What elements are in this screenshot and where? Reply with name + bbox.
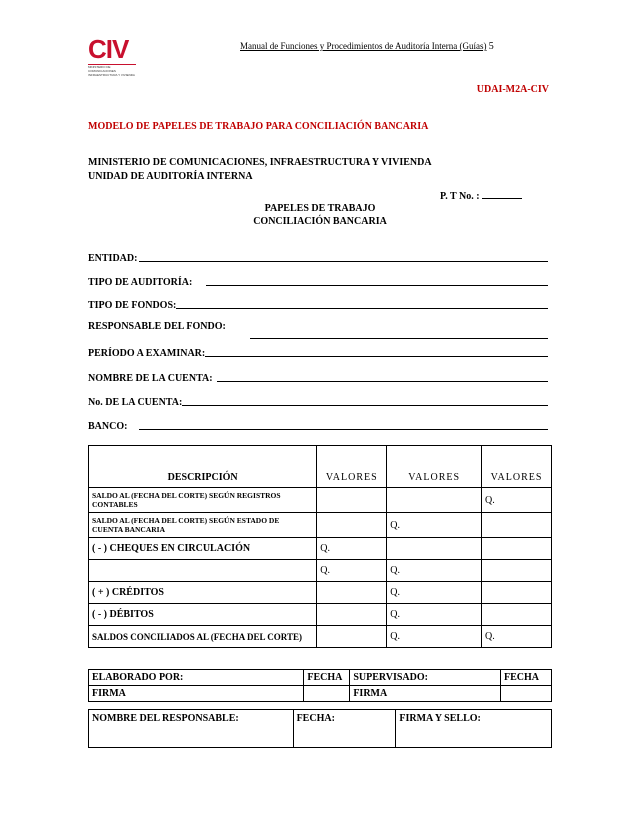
row-saldo-registros-line2: CONTABLES [92, 500, 138, 509]
cell-currency[interactable]: Q. [387, 604, 482, 626]
field-responsable-line[interactable] [250, 338, 548, 339]
org-unit: UNIDAD DE AUDITORÍA INTERNA [88, 171, 253, 182]
field-banco-label: BANCO: [88, 421, 128, 432]
field-nombre-cuenta-line[interactable] [217, 381, 548, 382]
cell-empty[interactable] [317, 488, 387, 513]
worksheet-title-line2: CONCILIACIÓN BANCARIA [253, 216, 387, 227]
firma-label-1: FIRMA [89, 686, 304, 702]
table-row [89, 513, 552, 538]
supervisado-label: SUPERVISADO: [350, 670, 501, 686]
table-row [89, 560, 552, 582]
header-valores-2: VALORES [387, 446, 482, 488]
field-periodo-label: PERÍODO A EXAMINAR: [88, 348, 206, 359]
civ-logo [88, 36, 138, 78]
cell-empty[interactable] [317, 513, 387, 538]
row-saldo-banco-line1: SALDO AL (FECHA DEL CORTE) SEGÚN ESTADO DE [92, 516, 280, 525]
signature-table [88, 669, 552, 702]
table-row [89, 604, 552, 626]
field-numero-cuenta [88, 394, 548, 408]
org-ministry: MINISTERIO DE COMUNICACIONES, INFRAESTRUCTURA Y VIVIENDA [88, 157, 432, 168]
logo-letters: CIV [88, 34, 129, 64]
field-responsable-label: RESPONSABLE DEL FONDO: [88, 321, 226, 332]
header-descripcion: DESCRIPCIÓN [89, 446, 317, 488]
cell-empty[interactable] [482, 560, 552, 582]
table-row [89, 626, 552, 648]
cell-empty[interactable] [482, 582, 552, 604]
field-numero-cuenta-line[interactable] [182, 405, 548, 406]
table-row [89, 710, 552, 748]
document-title: MODELO DE PAPELES DE TRABAJO PARA CONCILIACIÓN BANCARIA [88, 121, 429, 132]
table-row [89, 670, 552, 686]
table-row [89, 686, 552, 702]
pt-number-label: P. T No. : [440, 191, 480, 202]
header-valores-3: VALORES [482, 446, 552, 488]
cell-currency[interactable]: Q. [317, 538, 387, 560]
cell-empty[interactable] [304, 686, 350, 702]
cell-empty[interactable] [482, 604, 552, 626]
reconciliation-table [88, 445, 552, 648]
field-responsable [88, 321, 548, 341]
field-entidad-line[interactable] [139, 261, 548, 262]
cell-currency[interactable]: Q. [317, 560, 387, 582]
table-row [89, 488, 552, 513]
row-debitos: ( - ) DÉBITOS [89, 604, 317, 626]
field-tipo-fondos [88, 297, 548, 311]
header-manual-title: Manual de Funciones y Procedimientos de Auditoría Interna (Guías) [240, 41, 487, 51]
field-tipo-fondos-line[interactable] [176, 308, 548, 309]
row-saldo-banco-line2: CUENTA BANCARIA [92, 525, 165, 534]
cell-empty[interactable] [317, 604, 387, 626]
field-periodo [88, 345, 548, 359]
field-entidad-label: ENTIDAD: [88, 253, 138, 264]
cell-empty[interactable] [501, 686, 552, 702]
cell-currency[interactable]: Q. [387, 582, 482, 604]
fecha-label-1: FECHA [304, 670, 350, 686]
cell-currency[interactable]: Q. [482, 488, 552, 513]
field-numero-cuenta-label: No. DE LA CUENTA: [88, 397, 183, 408]
firma-sello-label[interactable]: FIRMA Y SELLO: [396, 710, 552, 748]
field-tipo-auditoria-label: TIPO DE AUDITORÍA: [88, 277, 193, 288]
firma-label-2: FIRMA [350, 686, 501, 702]
logo-tagline-2: INFRAESTRUCTURA Y VIVIENDA [88, 73, 135, 77]
organization-block [88, 156, 558, 184]
elaborado-por-label: ELABORADO POR: [89, 670, 304, 686]
table-header-row [89, 446, 552, 488]
cell-currency[interactable]: Q. [387, 626, 482, 648]
cell-currency[interactable]: Q. [387, 513, 482, 538]
nombre-responsable-label[interactable]: NOMBRE DEL RESPONSABLE: [89, 710, 294, 748]
document-code: UDAI-M2A-CIV [476, 84, 549, 95]
field-periodo-line[interactable] [205, 356, 548, 357]
header-valores-1: VALORES [317, 446, 387, 488]
field-tipo-auditoria [88, 274, 548, 288]
cell-empty [89, 560, 317, 582]
cell-currency[interactable]: Q. [482, 626, 552, 648]
field-banco [88, 418, 548, 432]
table-row [89, 582, 552, 604]
responsible-table [88, 709, 552, 748]
cell-empty[interactable] [482, 513, 552, 538]
cell-currency[interactable]: Q. [387, 560, 482, 582]
row-saldo-registros [89, 488, 317, 513]
row-saldos-conciliados: SALDOS CONCILIADOS AL (FECHA DEL CORTE) [89, 626, 317, 648]
pt-number-blank[interactable] [482, 198, 522, 199]
field-tipo-auditoria-line[interactable] [206, 285, 548, 286]
running-header [240, 41, 556, 52]
worksheet-title-line1: PAPELES DE TRABAJO [264, 203, 376, 214]
fecha-label-2: FECHA [501, 670, 552, 686]
row-cheques: ( - ) CHEQUES EN CIRCULACIÓN [89, 538, 317, 560]
field-entidad [88, 250, 548, 264]
cell-empty[interactable] [387, 538, 482, 560]
row-saldo-registros-line1: SALDO AL (FECHA DEL CORTE) SEGÚN REGISTROS [92, 491, 281, 500]
row-creditos: ( + ) CRÉDITOS [89, 582, 317, 604]
cell-empty[interactable] [387, 488, 482, 513]
row-saldo-banco [89, 513, 317, 538]
page-number: 5 [488, 41, 494, 52]
logo-tagline-1: MINISTERIO DE COMUNICACIONES [88, 65, 116, 73]
field-nombre-cuenta [88, 370, 548, 384]
cell-empty[interactable] [317, 582, 387, 604]
table-row [89, 538, 552, 560]
field-banco-line[interactable] [139, 429, 548, 430]
cell-empty[interactable] [317, 626, 387, 648]
fecha-label-3[interactable]: FECHA: [293, 710, 396, 748]
cell-empty[interactable] [482, 538, 552, 560]
field-tipo-fondos-label: TIPO DE FONDOS: [88, 300, 177, 311]
field-nombre-cuenta-label: NOMBRE DE LA CUENTA: [88, 373, 213, 384]
pt-number-field [440, 191, 549, 202]
worksheet-title [220, 202, 420, 228]
